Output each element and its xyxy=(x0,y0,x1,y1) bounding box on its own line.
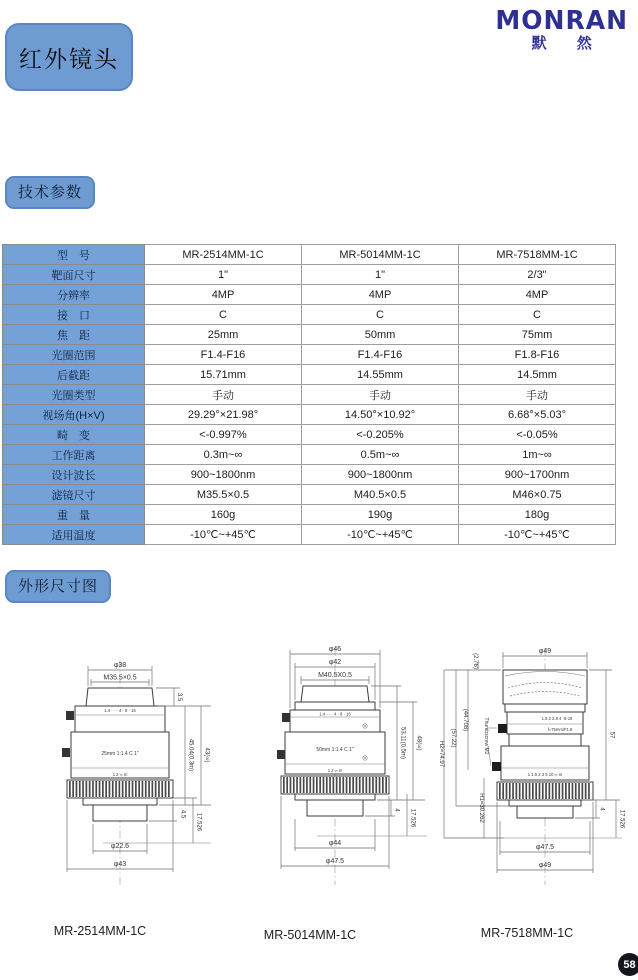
cell: 160g xyxy=(145,505,302,525)
dim-dia-top: φ38 xyxy=(113,662,127,669)
cell: 手动 xyxy=(145,385,302,405)
cell: -10℃~+45℃ xyxy=(302,525,459,545)
dim-thread: M35.5×0.5 xyxy=(103,674,137,682)
cell: 手动 xyxy=(302,385,459,405)
dim-mount-height: 4 xyxy=(598,807,605,811)
dim-dia-top2: φ42 xyxy=(328,659,342,666)
cell: F1.8-F16 xyxy=(459,345,616,365)
cell: 29.29°×21.98° xyxy=(145,405,302,425)
dim-left-a: (44.708) xyxy=(462,708,468,732)
cell: 1" xyxy=(302,265,459,285)
dim-length-inf: 43(∞) xyxy=(203,747,210,763)
cell: <-0.205% xyxy=(302,425,459,445)
section-label-specs-text: 技术参数 xyxy=(18,184,83,201)
row-label: 畸 变 xyxy=(3,425,145,445)
cell: 4MP xyxy=(459,285,616,305)
brand-chinese-name: 默 然 xyxy=(531,35,605,52)
section-label-dimensions-text: 外形尺寸图 xyxy=(18,578,99,595)
brand-wordmark: MONRAN xyxy=(495,5,628,36)
dim-left-small: (2.76) xyxy=(472,653,478,669)
table-row xyxy=(3,265,616,285)
row-label: 设计波长 xyxy=(3,465,145,485)
page-title xyxy=(5,23,133,91)
dim-dia-body: φ47.5 xyxy=(325,858,345,865)
table-row xyxy=(3,385,616,405)
cell: C xyxy=(145,305,302,325)
cell: <-0.997% xyxy=(145,425,302,445)
section-label-specs xyxy=(5,176,95,209)
brand-logo xyxy=(495,5,628,52)
table-row xyxy=(3,445,616,465)
focus-scale: 1 1.5 2 3 5 10 ∞ m xyxy=(527,772,563,777)
table-row xyxy=(3,405,616,425)
cell: 1m~∞ xyxy=(459,445,616,465)
dimension-drawing-mr2514 xyxy=(25,648,225,898)
spec-table xyxy=(2,244,616,545)
cell: 15.71mm xyxy=(145,365,302,385)
dim-total-height: 57 xyxy=(608,731,615,739)
model-name: MR-7518MM-1C xyxy=(459,245,616,265)
dim-dia-top: φ49 xyxy=(538,648,552,655)
cell: 14.55mm xyxy=(302,365,459,385)
drawing-caption: MR-7518MM-1C xyxy=(480,926,574,940)
cell: 900~1800nm xyxy=(302,465,459,485)
dim-left-b: (57.22) xyxy=(450,728,456,748)
lens-marking: 50mm 1:1.4 C 1" xyxy=(316,747,354,753)
cell: 4MP xyxy=(145,285,302,305)
dim-thread: M40.5X0.5 xyxy=(318,672,352,679)
dim-mount-height: 4 xyxy=(393,808,400,812)
table-row-models xyxy=(3,245,616,265)
dim-flange: 17.526 xyxy=(409,808,416,828)
cell: 1" xyxy=(145,265,302,285)
table-row xyxy=(3,525,616,545)
cell: M40.5×0.5 xyxy=(302,485,459,505)
page-number-badge xyxy=(618,953,638,976)
table-row xyxy=(3,365,616,385)
row-label: 光圈类型 xyxy=(3,385,145,405)
page-number: 58 xyxy=(623,958,636,971)
cell: 2/3" xyxy=(459,265,616,285)
cell: <-0.05% xyxy=(459,425,616,445)
cell: -10℃~+45℃ xyxy=(145,525,302,545)
cell: 900~1700nm xyxy=(459,465,616,485)
dim-length-near: 53.11(0.5m) xyxy=(399,727,406,759)
row-label: 光圈范围 xyxy=(3,345,145,365)
aperture-scale: 1.8 2 2.8 4 ·8·16 xyxy=(541,716,573,721)
aperture-scale: 1.4 · · · 4 · 8 · 16 xyxy=(104,708,136,713)
table-row xyxy=(3,485,616,505)
dim-dia-mount: φ44 xyxy=(328,840,342,847)
dimension-drawing-mr5014 xyxy=(235,640,445,895)
cell: 0.3m~∞ xyxy=(145,445,302,465)
row-label: 靶面尺寸 xyxy=(3,265,145,285)
dim-flange: 17.526 xyxy=(195,812,202,832)
cell: 180g xyxy=(459,505,616,525)
row-label: 接 口 xyxy=(3,305,145,325)
row-label: 后截距 xyxy=(3,365,145,385)
cell: 手动 xyxy=(459,385,616,405)
drawing-caption: MR-2514MM-1C xyxy=(53,924,147,938)
drawing-caption: MR-5014MM-1C xyxy=(263,928,357,942)
dim-dia-body: φ49 xyxy=(538,862,552,869)
table-row xyxy=(3,345,616,365)
row-label: 视场角(H×V) xyxy=(3,405,145,425)
table-row xyxy=(3,505,616,525)
dim-dia-mount: φ22.6 xyxy=(110,843,130,850)
lens-outline xyxy=(277,686,427,836)
cell: -10℃~+45℃ xyxy=(459,525,616,545)
dim-dia-mount: φ47.5 xyxy=(535,844,555,851)
lens-marking: f=75mm/F1.8 xyxy=(547,727,573,732)
table-row xyxy=(3,425,616,445)
focus-scale: 1 2 ∞ m xyxy=(112,772,128,777)
lens-marking: 25mm 1:1.4 C 1" xyxy=(101,751,139,757)
thumbscrew-label: Thumbscrew M2 xyxy=(483,717,489,755)
lens-outline xyxy=(488,670,622,838)
row-label: 焦 距 xyxy=(3,325,145,345)
table-row xyxy=(3,325,616,345)
cell: 190g xyxy=(302,505,459,525)
cell: F1.4-F16 xyxy=(302,345,459,365)
dim-dia-top: φ46 xyxy=(328,646,342,653)
focus-scale: 1 2 ∞ m xyxy=(327,768,343,773)
table-row xyxy=(3,305,616,325)
cell: M35.5×0.5 xyxy=(145,485,302,505)
dim-h2: H2=74.97 xyxy=(438,740,444,768)
table-row xyxy=(3,465,616,485)
cell: 6.68°×5.03° xyxy=(459,405,616,425)
cell: F1.4-F16 xyxy=(145,345,302,365)
cell: 14.5mm xyxy=(459,365,616,385)
model-name: MR-5014MM-1C xyxy=(302,245,459,265)
dim-thread-height: 3.5 xyxy=(176,692,182,702)
cell: 900~1800nm xyxy=(145,465,302,485)
cell: C xyxy=(302,305,459,325)
cell: 25mm xyxy=(145,325,302,345)
row-label: 分辨率 xyxy=(3,285,145,305)
dimension-drawing-mr7518 xyxy=(430,640,635,895)
cell: 14.50°×10.92° xyxy=(302,405,459,425)
page-title-text: 红外镜头 xyxy=(19,45,119,72)
aperture-scale: 1.4 · · · 4 · 8 · 16 xyxy=(319,711,351,717)
cell: 4MP xyxy=(302,285,459,305)
model-name: MR-2514MM-1C xyxy=(145,245,302,265)
dim-length-near: 45.04(0.3m) xyxy=(187,738,194,772)
cell: 50mm xyxy=(302,325,459,345)
row-label: 适用温度 xyxy=(3,525,145,545)
cell: 75mm xyxy=(459,325,616,345)
dim-dia-body: φ43 xyxy=(113,861,127,868)
cell: 0.5m~∞ xyxy=(302,445,459,465)
cell: C xyxy=(459,305,616,325)
dim-h1: H1=30.262 xyxy=(478,793,484,823)
dim-flange: 17.526 xyxy=(618,809,625,829)
row-label: 滤镜尺寸 xyxy=(3,485,145,505)
row-label: 重 量 xyxy=(3,505,145,525)
cell: M46×0.75 xyxy=(459,485,616,505)
dim-mount-height: 4.5 xyxy=(179,809,186,819)
table-row xyxy=(3,285,616,305)
corner-label: 型 号 xyxy=(3,245,145,265)
dim-length-inf: 48(∞) xyxy=(415,735,422,751)
row-label: 工作距离 xyxy=(3,445,145,465)
section-label-dimensions xyxy=(5,570,111,603)
